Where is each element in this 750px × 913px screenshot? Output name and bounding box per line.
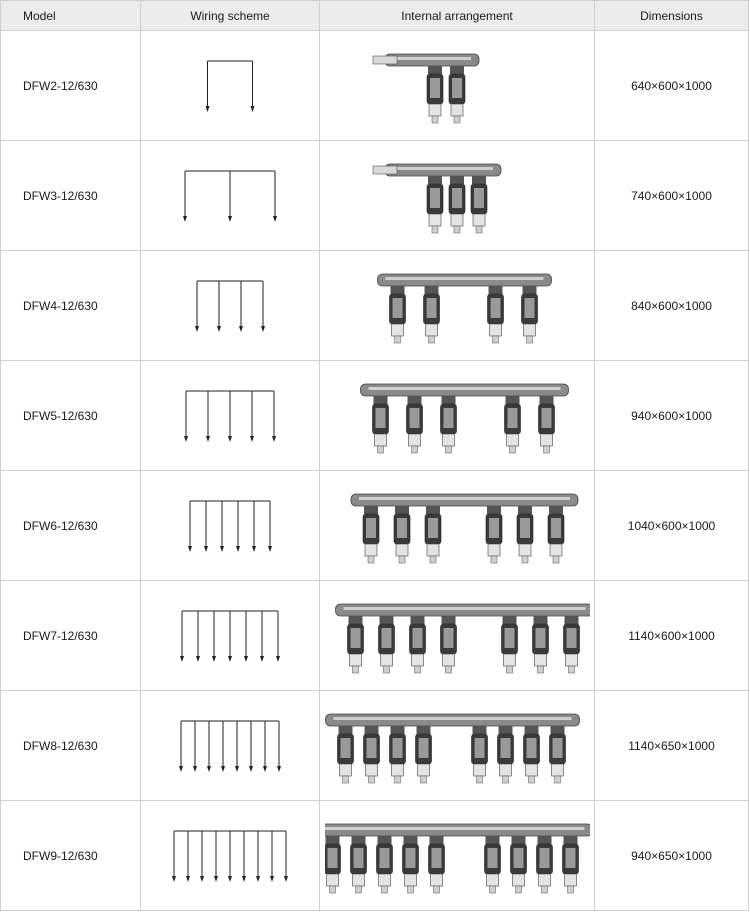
switchgear-3-way-icon	[325, 148, 590, 244]
table-row	[1, 251, 749, 361]
switchgear-9-way-icon	[325, 808, 590, 904]
wiring-scheme-diagram	[165, 161, 295, 231]
header-dimensions: Dimensions	[595, 1, 749, 31]
header-internal-arrangement: Internal arrangement	[320, 1, 595, 31]
wiring-scheme-cell	[141, 31, 320, 141]
switchgear-5-way-icon	[325, 368, 590, 464]
table-row	[1, 471, 749, 581]
internal-arrangement-cell	[320, 251, 595, 361]
header-row	[1, 1, 749, 31]
wiring-scheme-diagram	[165, 601, 295, 671]
model-cell: DFW9-12/630	[1, 801, 141, 911]
wiring-scheme-diagram	[165, 821, 295, 891]
model-cell: DFW8-12/630	[1, 691, 141, 801]
dimensions-cell: 840×600×1000	[595, 251, 749, 361]
internal-arrangement-cell	[320, 471, 595, 581]
wiring-scheme-cell	[141, 141, 320, 251]
dimensions-cell: 940×600×1000	[595, 361, 749, 471]
wiring-scheme-diagram	[165, 51, 295, 121]
table-row	[1, 801, 749, 911]
table-row	[1, 31, 749, 141]
model-cell: DFW5-12/630	[1, 361, 141, 471]
header-wiring-scheme: Wiring scheme	[141, 1, 320, 31]
switchgear-4-way-icon	[325, 258, 590, 354]
dimensions-cell: 1040×600×1000	[595, 471, 749, 581]
internal-arrangement-cell	[320, 361, 595, 471]
wiring-scheme-cell	[141, 691, 320, 801]
internal-arrangement-cell	[320, 31, 595, 141]
header-model: Model	[1, 1, 141, 31]
internal-arrangement-cell	[320, 691, 595, 801]
internal-arrangement-cell	[320, 141, 595, 251]
model-cell: DFW4-12/630	[1, 251, 141, 361]
switchgear-7-way-icon	[325, 588, 590, 684]
internal-arrangement-cell	[320, 801, 595, 911]
wiring-scheme-cell	[141, 361, 320, 471]
wiring-scheme-diagram	[165, 381, 295, 451]
dimensions-cell: 940×650×1000	[595, 801, 749, 911]
wiring-scheme-diagram	[165, 491, 295, 561]
model-cell: DFW3-12/630	[1, 141, 141, 251]
wiring-scheme-cell	[141, 801, 320, 911]
model-cell: DFW7-12/630	[1, 581, 141, 691]
dimensions-cell: 1140×650×1000	[595, 691, 749, 801]
model-cell: DFW2-12/630	[1, 31, 141, 141]
table-row	[1, 141, 749, 251]
table-row	[1, 691, 749, 801]
dimensions-cell: 640×600×1000	[595, 31, 749, 141]
model-cell: DFW6-12/630	[1, 471, 141, 581]
table-row	[1, 361, 749, 471]
dimensions-cell: 1140×600×1000	[595, 581, 749, 691]
wiring-scheme-cell	[141, 581, 320, 691]
dimensions-cell: 740×600×1000	[595, 141, 749, 251]
wiring-scheme-diagram	[165, 711, 295, 781]
wiring-scheme-cell	[141, 251, 320, 361]
wiring-scheme-diagram	[165, 271, 295, 341]
wiring-scheme-cell	[141, 471, 320, 581]
internal-arrangement-cell	[320, 581, 595, 691]
table-row	[1, 581, 749, 691]
switchgear-8-way-icon	[325, 698, 590, 794]
switchgear-6-way-icon	[325, 478, 590, 574]
switchgear-2-way-icon	[325, 38, 590, 134]
